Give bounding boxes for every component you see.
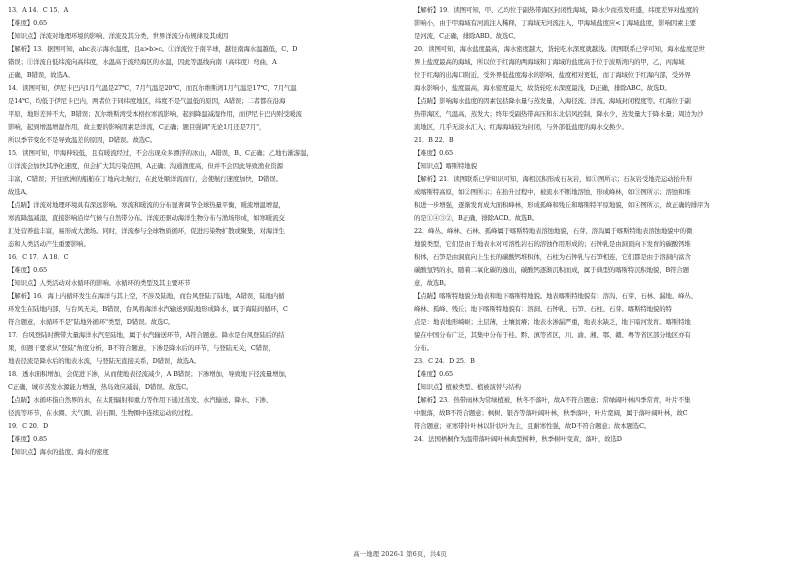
answer-text-line: 正确，B错误，故选A。 [8, 71, 74, 79]
answer-text-line: C正确，城市蒸发水源能力增强，热岛效应减弱，D错误。故选C。 [8, 383, 193, 391]
answer-text-line: 果，但题干要求从"登陆"角度分析，B不符合题意，下渗是降水后的环节，与登陆无关，C错误， [8, 344, 275, 352]
answer-text-line: 23．C 24．D 25．B [414, 357, 475, 365]
answer-text-line: 【点睛】洋流对地理环境具有深远影响。寒流和暖流的分布显著调节全球热量平衡，暖流增温增湿， [8, 201, 285, 209]
answer-text-line: 14．读图可知，伊尼卡巴内1月气温是27℃，7月气温是20℃，而瓦尔维斯湾1月气温是17℃，7月气温 [8, 84, 297, 92]
answer-text-line: 【知识点】喀斯特地貌 [414, 162, 477, 170]
answer-text-line: 【知识点】植被类型、植被演替与结构 [414, 383, 521, 391]
answer-text-line: 寒流降温减湿，直接影响沿岸气候与自然带分布。洋流还驱动海洋生物分布与渔场形成，如寒暖流交 [8, 214, 285, 222]
answer-text-line: 中脱落，故B不符合题意；枫树、银杏等落叶阔叶林，秋季落叶，叶片宽阔，属于落叶阔叶林，故C [414, 409, 688, 417]
answer-text-line: 影响，起到增温增湿作用，故主要的影响因素是洋流，C正确；题目强调"无论1月还是7月"， [8, 123, 266, 131]
answer-text-line: 环发生在陆地内部，与台风无关，B错误，台风将海洋水汽输送到陆地形成降水，属于海陆间循环，C [8, 305, 288, 313]
answer-text-line: 影响小，由于甲海域有河流注入稀释，丁海域无河流注入，甲海域盐度应<丁海域盐度，影响因素主要 [414, 19, 696, 27]
answer-text-line: 【难度】0.85 [8, 435, 47, 443]
answer-text-line: 碳酸氢钙的水，随着二氧化碳的逸出，碳酸钙逐渐沉积而成，属于典型的喀斯特沉积地貌，B符合题 [414, 266, 689, 274]
answer-text-line: 20．读图可知，海水盐度最高，海水密度越大，货轮吃水深度就越浅。读图联系已学可知，海水盐度是世 [414, 45, 705, 53]
answer-text-line: 【解析】13．据图可知，abc表示海水温度，且a>b>c。①洋流位于南半球，越往南海水温越低，C、D [8, 45, 298, 53]
answer-text-line: 态和人类活动产生重要影响。 [8, 240, 90, 248]
answer-text-line: 16．C 17．A 18．C [8, 253, 69, 261]
answer-text-line: 【难度】0.65 [414, 370, 453, 378]
answer-text-line: 【解析】16．海上内循环发生在海洋与其上空，不涉及陆地，而台风登陆了陆地，A错误，陆地内循 [8, 292, 285, 300]
answer-text-line: 是14℃，均低于伊尼卡巴内，两者位于同纬度地区，纬度不是气温低的原因，A错误；二者都在沿海 [8, 97, 286, 105]
answer-text-line: 【解析】21．读图联系已学知识可知，海相沉积形成石灰岩，如①图所示；石灰岩受地壳运动抬升形 [414, 175, 693, 183]
answer-text-line: 19．C 20．D [8, 422, 49, 430]
answer-text-line: 成喀斯特高原，如②图所示；在抬升过程中，被流水不断地溶蚀，形成峰林，如③图所示；溶蚀和堆 [414, 188, 691, 196]
answer-text-line: 位于红海的出海口附近，受外界低盐度海水的影响，盐度相对更低，而丁海域位于红海内部，受外界 [414, 71, 691, 79]
answer-text-line: 【解析】19．读图可知，甲、乙均位于副热带海区封闭性海域，降水少而蒸发旺盛，纬度差异对盐度的 [414, 6, 699, 14]
answer-text-line: 13．A 14．C 15．A [8, 6, 69, 14]
answer-text-line: 所以季节变化不是导致温差的原因，D错误。故选C。 [8, 136, 157, 144]
answer-text-line: 【知识点】人类活动对水循环的影响、水循环的类型及其主要环节 [8, 279, 191, 287]
answer-text-line: 22．峰丛、峰林、石林、孤峰属于喀斯特地表溶蚀地貌，石芽、溶沟属于喀斯特地表溶蚀地貌中的微 [414, 227, 693, 235]
answer-text-line: 分布。 [414, 344, 433, 352]
answer-text-line: 积体，石笋是由洞底向上生长的碳酸钙堆积体，石柱为石钟乳与石笋相连，它们都是由于溶洞内富含 [414, 253, 691, 261]
answer-text-line: 21．B 22．B [414, 136, 454, 144]
answer-text-line: 意，故选B。 [414, 279, 451, 287]
answer-text-line: 符合题意，水循环不是"陆地外循环"类型，D错误。故选C。 [8, 318, 175, 326]
answer-text-line: 貌在中国分布广泛，其集中分布于桂、黔、滇等省区，川、渝、湘、鄂、赣、粤等省区部分地区亦有 [414, 331, 691, 339]
answer-text-line: 的是①④③②，B正确，排除ACD。故选B。 [414, 214, 539, 222]
answer-text-line: 平原，地形差异不大，B错误；瓦尔维斯湾受本格拉寒流影响，起到降温减湿作用，而伊尼卡巴内则受暖流 [8, 110, 302, 118]
answer-text-line: 错误；①洋流自低纬流向高纬度，水温高于流经海区的水温，因此等温线向南（高纬度）弯曲，A [8, 58, 277, 66]
right-column [414, 4, 790, 446]
answer-text-line: 地表径流是降水后的地表水流，与登陆无直接关系，D错误，故选A。 [8, 357, 200, 365]
answer-text-line: 24．法国梧桐作为温带落叶阔叶林典型树种，秋季树叶变黄，落叶，故选D [414, 435, 622, 443]
answer-text-line: 海水影响小，盐度最高，海水密度最大，故货轮吃水深度最浅，D正确，排除ABC。故选D。 [414, 84, 671, 92]
answer-text-line: 故选A。 [8, 188, 32, 196]
answer-text-line: 【解析】23．热带雨林为常绿植被，秋冬不落叶，故A不符合题意；常绿阔叶林四季常青，叶片不集 [414, 396, 691, 404]
answer-text-line: 汇处营养盐丰富，易形成大渔场。同时，洋流参与全球物质循环，促进污染物扩散或聚集，对海洋生 [8, 227, 285, 235]
answer-text-line: 【知识点】洋流对地理环境的影响、洋流及其分类、世界洋流分布规律及其成因 [8, 32, 229, 40]
answer-text-line: 18．透水面积增加，会促进下渗，从而使地表径流减少，A B错误；下渗增加，导致地下径流量增加， [8, 370, 291, 378]
answer-text-line: 丰富，C错误；开往欧洲的船舶在丁地向北航行，在此处顺洋流而行，会使航行速度加快，D错误。 [8, 175, 282, 183]
answer-text-line: 积进一步增强，逐渐发育成大面积峰林，形成孤峰和残丘和喀斯特平原地貌，如④图所示，故正确的排序为 [414, 201, 710, 209]
answer-text-line: 15．读图可知，甲海伸较低，且有暖流经过，不会出现众多漂浮的冰山，A错误，B、C正确；乙地右渐游温， [8, 149, 313, 157]
answer-text-line: 热带海区，气温高，蒸发大；终年受副热带高压和东北信风控制，降水少，蒸发量大于降水量；周边为沙 [414, 110, 704, 118]
answer-text-line: 【点睛】喀斯特地貌分地表和地下喀斯特地貌。地表喀斯特地貌有：溶沟、石芽、石林、漏地、峰丛、 [414, 292, 697, 300]
answer-text-line: 【难度】0.65 [8, 19, 47, 27]
answer-text-line: 界上盐度最高的海域，所以位于红海的两海域和丁海域的盐度高于位于波斯湾内的甲，乙，丙海域 [414, 58, 685, 66]
answer-text-line: 【难度】0.65 [414, 149, 453, 157]
answer-text-line: 流地区，几乎无淡水汇入；红海海域较为封闭，与外部低盐度的海水交换少。 [414, 123, 628, 131]
answer-text-line: 是河流，C正确，排除ABD。故选C。 [414, 32, 520, 40]
left-column [8, 4, 384, 459]
page-footer: 高一地理 2026-1 第6页，共4页 [353, 550, 447, 558]
answer-text-line: 【难度】0.65 [8, 266, 47, 274]
answer-text-line: 17．台风登陆时携带大量海洋水汽至陆地，属于水汽输送环节，A符合题意。降水是台风登陆后的结 [8, 331, 285, 339]
answer-text-line: ①洋流会加快其净化速度，但会扩大其污染范围，A正确；沟通渔度高，但并不会因此导致渔业资源 [8, 162, 283, 170]
answer-text-line: 【知识点】海水的盐度、海水的密度 [8, 448, 109, 456]
answer-text-line: 符合题意；亚寒带针叶林以针状叶为主，且耐寒性强，故D不符合题意；故本题选C。 [414, 422, 651, 430]
answer-text-line: 地貌类型，它们是由于地表水对可溶性岩石的溶蚀作用形成的；石钟乳是由洞顶向下发育的碳酸钙堆 [414, 240, 691, 248]
answer-text-line: 峰林、孤峰、残丘；地下喀斯特地貌有：溶洞、石钟乳、石笋、石柱、石芽。喀斯特地貌的特 [414, 305, 672, 313]
answer-text-line: 径流等环节，在水圈、大气圈、岩石圈、生物圈中连续运动的过程。 [8, 409, 197, 417]
answer-text-line: 【点睛】影响海水盐度的因素包括降水量与蒸发量，入海径流、洋流、海域封闭程度等。红海位于副 [414, 97, 691, 105]
answer-text-line: 【点睛】水循环指自然界的水，在太阳辐射和重力等作用下通过蒸发、水汽输送、降水、下渗、 [8, 396, 273, 404]
answer-text-line: 点是：地表地形崎岖；土层薄，土壤贫瘠；地表水渗漏严重，地表水缺乏，地下暗河发育。喀斯特地 [414, 318, 691, 326]
